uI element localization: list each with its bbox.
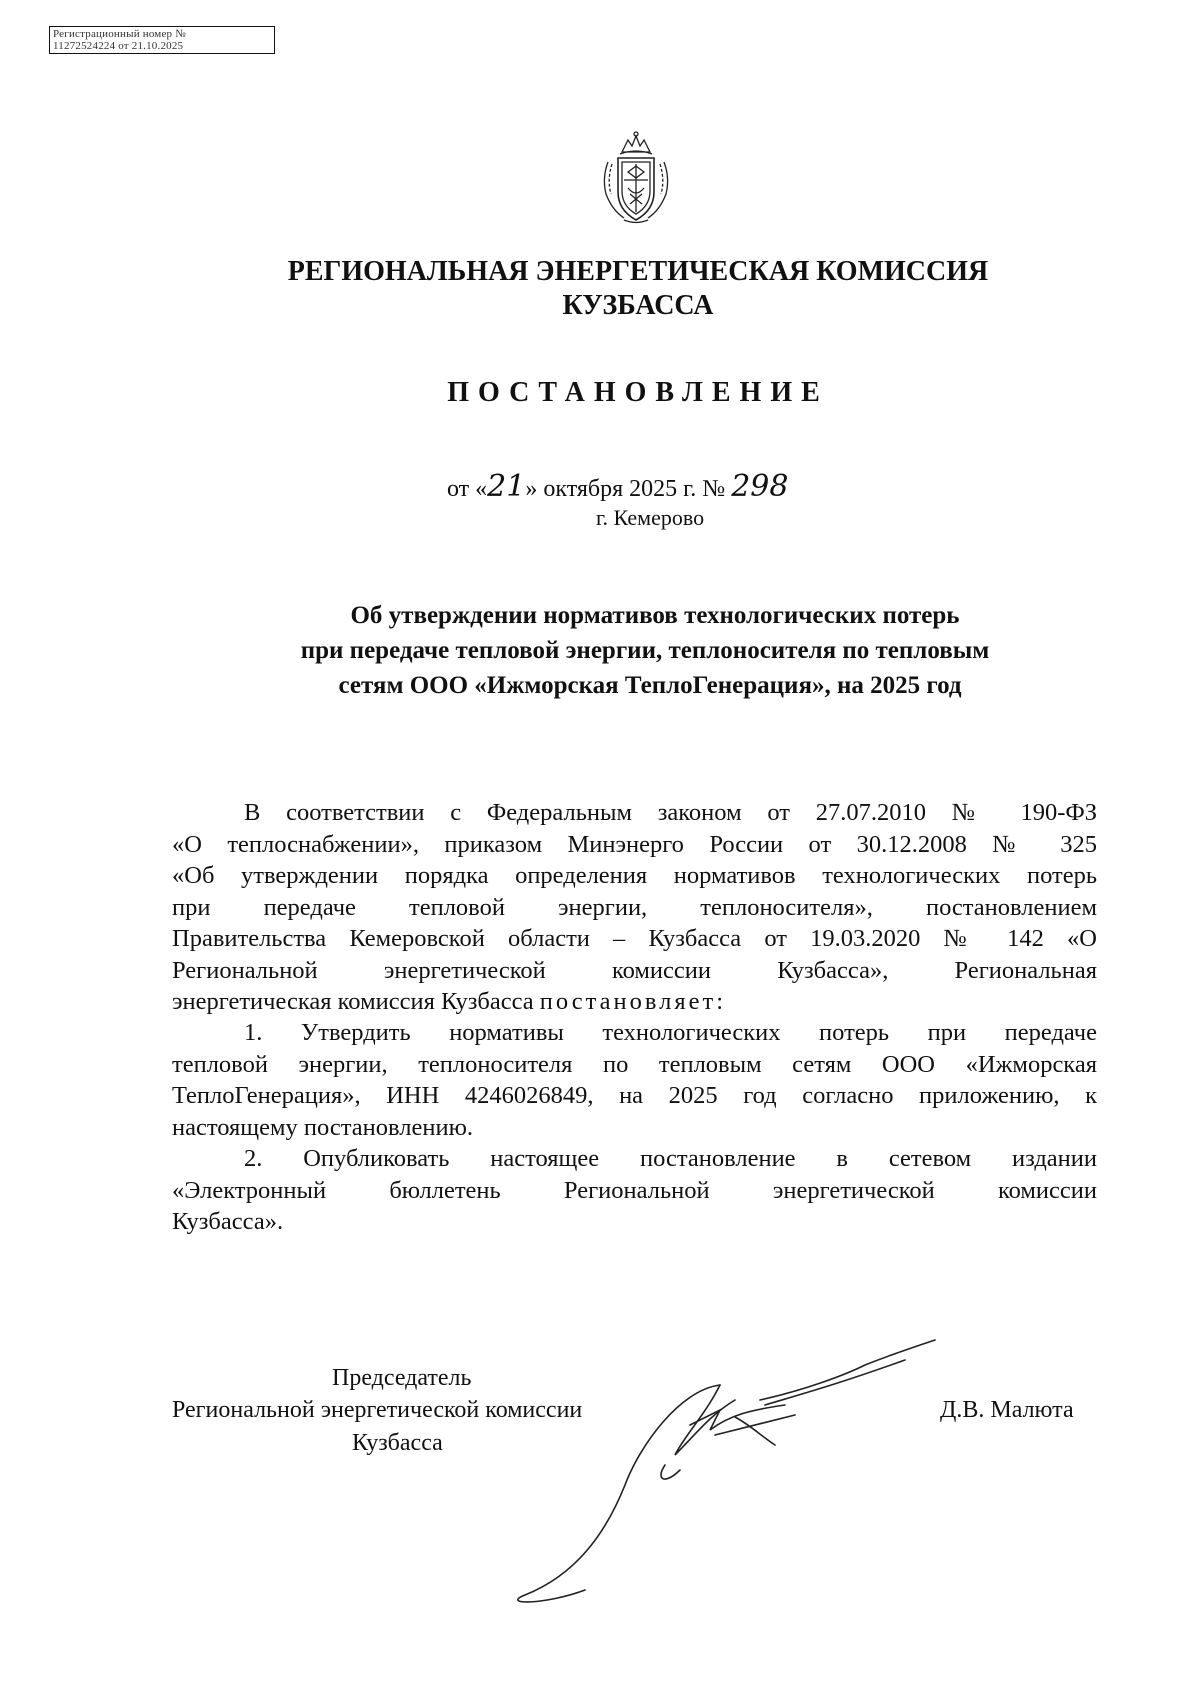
date-middle: » октября 2025 г. № — [525, 476, 726, 502]
body-line-text: энергетическая комиссия Кузбасса — [172, 988, 534, 1015]
body-line: «О теплоснабжении», приказом Минэнерго России от 30.12.2008 № 325 — [172, 830, 1097, 858]
body-line: ТеплоГенерация», ИНН 4246026849, на 2025 год согласно приложению, к — [172, 1082, 1097, 1109]
body-line: при передаче тепловой энергии, теплоносителя», постановлением — [172, 893, 1097, 921]
preamble-paragraph — [172, 797, 1097, 1018]
body-line: «Электронный бюллетень Региональной энергетической комиссии — [172, 1176, 1097, 1204]
registration-line-1: Регистрационный номер № — [53, 28, 186, 40]
handwritten-document-number: 298 — [731, 469, 789, 504]
body-line-last: настоящему постановлению. — [172, 1113, 473, 1141]
body-line: Региональной энергетической комиссии Кузбасса», Региональная — [172, 956, 1097, 984]
item-2-paragraph — [172, 1143, 1097, 1238]
subject-line-1: Об утверждении нормативов технологических потерь — [350, 602, 960, 629]
city-name: г. Кемерово — [596, 505, 705, 530]
body-line: В соответствии с Федеральным законом от 27.07.2010 № 190-ФЗ — [244, 799, 1097, 826]
signatory-title-line-3: Кузбасса — [352, 1430, 443, 1456]
handwritten-day: 21 — [487, 469, 526, 504]
handwritten-signature — [505, 1305, 955, 1625]
registration-stamp — [49, 26, 275, 54]
signatory-name: Д.В. Малюта — [940, 1397, 1074, 1423]
organization-name-line-2: КУЗБАССА — [562, 290, 714, 321]
signatory-title-line-1: Председатель — [332, 1365, 472, 1391]
subject-line-2: при передаче тепловой энергии, теплоносителя по тепловым — [300, 637, 990, 664]
item-1-paragraph — [172, 1017, 1097, 1143]
body-line: «Об утверждении порядка определения нормативов технологических потерь — [172, 862, 1097, 889]
registration-line-2: 11272524224 от 21.10.2025 — [53, 40, 184, 52]
body-line: тепловой энергии, теплоносителя по тепловым сетям ООО «Ижморская — [172, 1050, 1097, 1078]
decree-word: постановляет: — [539, 988, 726, 1015]
body-line: 1. Утвердить нормативы технологических потерь при передаче — [244, 1019, 1097, 1046]
coat-of-arms-icon — [598, 128, 674, 228]
body-line: 2. Опубликовать настоящее постановление в сетевом издании — [244, 1145, 1097, 1172]
date-prefix: от « — [447, 476, 488, 502]
body-line-last: Кузбасса». — [172, 1208, 284, 1235]
subject-line-3: сетям ООО «Ижморская ТеплоГенерация», на 2025 год — [338, 672, 962, 699]
body-line-last — [172, 986, 1097, 1018]
document-type-title: ПОСТАНОВЛЕНИЕ — [447, 377, 829, 408]
organization-name-line-1: РЕГИОНАЛЬНАЯ ЭНЕРГЕТИЧЕСКАЯ КОМИССИЯ — [287, 256, 989, 287]
date-line — [447, 469, 788, 504]
signatory-title-line-2: Региональной энергетической комиссии — [172, 1397, 583, 1423]
body-line: Правительства Кемеровской области – Кузбасса от 19.03.2020 № 142 «О — [172, 925, 1097, 952]
